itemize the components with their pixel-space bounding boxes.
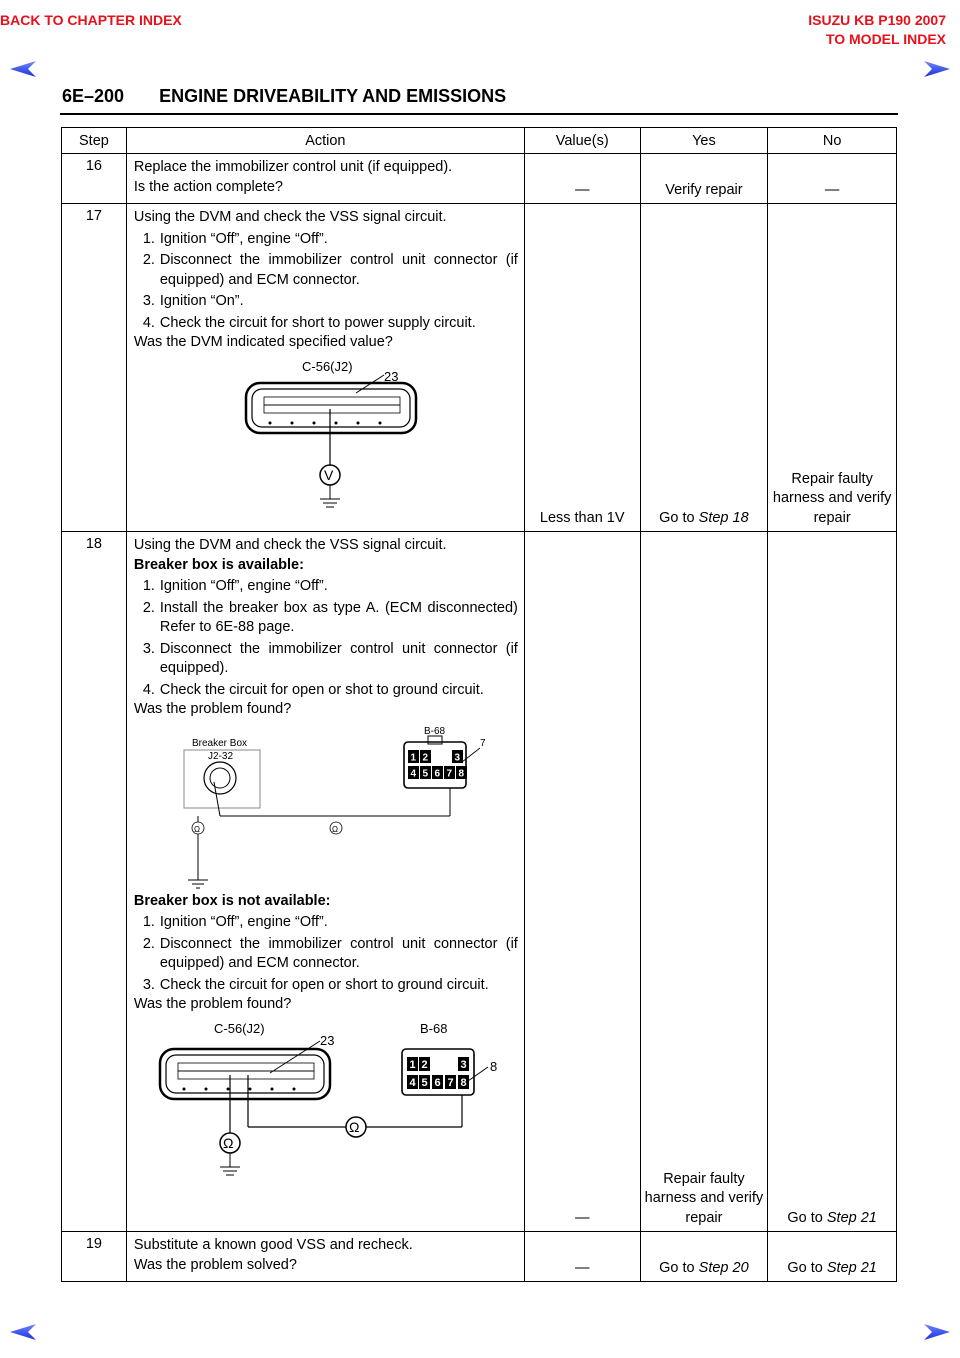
- svg-text:7: 7: [447, 1076, 454, 1089]
- header-divider: [60, 113, 898, 115]
- substep: [134, 976, 518, 996]
- connector-label: B-68: [419, 1020, 448, 1036]
- svg-text:7: 7: [446, 768, 452, 779]
- svg-text:1: 1: [410, 752, 416, 763]
- page-title: 6E–200 ENGINE DRIVEABILITY AND EMISSIONS: [62, 86, 507, 106]
- svg-text:2: 2: [422, 752, 428, 763]
- connector-pins: [264, 397, 400, 413]
- svg-text:2: 2: [421, 1058, 428, 1071]
- b68-connector: [404, 742, 466, 788]
- svg-text:3: 3: [460, 1058, 467, 1071]
- ecm-b68-continuity-diagram: [134, 1015, 518, 1183]
- substep-text: Ignition “Off”, engine “Off”.: [159, 230, 328, 247]
- connector-label: C-56(J2): [301, 358, 353, 374]
- substep: [134, 577, 518, 597]
- column-header-step: Step: [62, 128, 127, 154]
- substep-number: 2.: [142, 935, 155, 952]
- svg-text:5: 5: [422, 768, 428, 779]
- meter-symbol: Ω: [193, 824, 200, 834]
- substep-number: 3.: [142, 976, 155, 993]
- no-cell: Repair faulty harness and verify repair: [768, 204, 897, 532]
- pin-label: 23: [383, 368, 399, 384]
- action-text: Substitute a known good VSS and recheck.: [133, 1237, 413, 1253]
- substep-text: Disconnect the immobilizer control unit connector (if equipped) and ECM connector.: [159, 252, 518, 288]
- pin-label: 7: [479, 737, 486, 749]
- value-cell: —: [524, 154, 640, 204]
- connector-pins: [178, 1063, 314, 1079]
- breaker-box-label: Breaker Box: [191, 737, 247, 749]
- group-b-title: Breaker box is not available:: [133, 892, 331, 909]
- action-text: Using the DVM and check the VSS signal circuit.: [133, 209, 447, 225]
- pin-label: 8: [489, 1058, 498, 1074]
- step-number: 16: [62, 154, 127, 204]
- previous-page-arrow-icon[interactable]: [8, 59, 38, 79]
- substep: [134, 292, 518, 312]
- step-reference: Step 21: [826, 1259, 877, 1276]
- step-reference: Step 18: [698, 509, 749, 526]
- svg-text:4: 4: [409, 1076, 416, 1089]
- svg-text:6: 6: [434, 1076, 441, 1089]
- substep-number: 2.: [142, 599, 155, 616]
- substep-number: 4.: [142, 681, 155, 698]
- meter-symbol: Ω: [222, 1134, 234, 1151]
- substep: [134, 251, 518, 290]
- substep-number: 2.: [142, 252, 155, 268]
- column-header-values: Value(s): [524, 128, 640, 154]
- value-cell: Less than 1V: [524, 204, 640, 532]
- substep: [134, 935, 518, 974]
- meter-symbol: Ω: [348, 1118, 360, 1135]
- step-number: 17: [62, 204, 127, 532]
- action-cell: [126, 532, 524, 1232]
- next-page-arrow-icon[interactable]: [922, 1322, 952, 1342]
- action-question: Was the problem solved?: [133, 1256, 297, 1273]
- to-model-index-link[interactable]: TO MODEL INDEX: [825, 31, 946, 47]
- no-cell: [768, 1232, 897, 1282]
- substep-number: 4.: [142, 314, 155, 331]
- group-a-title: Breaker box is available:: [133, 556, 304, 573]
- substep-number: 1.: [142, 914, 155, 930]
- substep-text: Ignition “Off”, engine “Off”.: [159, 578, 328, 594]
- connector-label: B-68: [423, 725, 445, 737]
- action-question: Was the DVM indicated specified value?: [133, 334, 393, 350]
- no-text: Go to: [787, 1209, 827, 1226]
- substep-number: 3.: [142, 640, 155, 657]
- yes-cell: [640, 1232, 768, 1282]
- table-row: [62, 532, 897, 1232]
- table-header-row: [62, 128, 897, 154]
- diagnostic-table: [61, 127, 897, 1282]
- pin-label: 23: [319, 1032, 335, 1048]
- action-question: Was the problem found?: [133, 701, 292, 717]
- next-page-arrow-icon[interactable]: [922, 59, 952, 79]
- svg-text:1: 1: [409, 1058, 416, 1071]
- yes-cell: Repair faulty harness and verify repair: [640, 532, 768, 1232]
- connector-housing: [160, 1049, 330, 1099]
- substep-number: 3.: [142, 293, 155, 309]
- action-cell: [126, 1232, 524, 1282]
- substep-text: Disconnect the immobilizer control unit connector (if equipped) and ECM connector.: [159, 935, 518, 971]
- substep: [134, 640, 518, 679]
- meter-symbol: V: [323, 466, 334, 483]
- no-cell: [768, 532, 897, 1232]
- no-cell: —: [768, 154, 897, 204]
- substep: [134, 913, 518, 933]
- svg-text:3: 3: [454, 752, 460, 763]
- action-text: Using the DVM and check the VSS signal circuit.: [133, 537, 447, 553]
- step-reference: Step 20: [698, 1259, 749, 1276]
- substep: [134, 230, 518, 250]
- b68-pins-b: [407, 1057, 469, 1089]
- action-cell: [126, 204, 524, 532]
- breaker-box-pin-label: J2-32: [207, 750, 233, 762]
- column-header-action: Action: [126, 128, 524, 154]
- substep-number: 1.: [142, 578, 155, 594]
- svg-text:8: 8: [460, 1076, 467, 1089]
- table-row: [62, 154, 897, 204]
- action-text: Replace the immobilizer control unit (if equipped).: [133, 159, 453, 175]
- connector-label: C-56(J2): [213, 1020, 265, 1036]
- back-to-chapter-index-link[interactable]: BACK TO CHAPTER INDEX: [0, 12, 182, 28]
- substep-text: Check the circuit for open or short to ground circuit.: [159, 976, 489, 993]
- svg-text:5: 5: [421, 1076, 428, 1089]
- substep-text: Disconnect the immobilizer control unit connector (if equipped).: [159, 640, 518, 676]
- table-row: [62, 204, 897, 532]
- model-title-link[interactable]: ISUZU KB P190 2007: [808, 12, 946, 28]
- value-cell: —: [524, 532, 640, 1232]
- yes-text: Go to: [659, 509, 699, 526]
- substep-text: Install the breaker box as type A. (ECM disconnected) Refer to 6E-88 page.: [159, 599, 518, 635]
- svg-text:8: 8: [458, 768, 464, 779]
- substep: [134, 599, 518, 638]
- meter-symbol: Ω: [331, 824, 338, 834]
- b68-pins-a: [408, 750, 467, 780]
- previous-page-arrow-icon[interactable]: [8, 1322, 38, 1342]
- no-text: Go to: [787, 1259, 827, 1276]
- svg-text:6: 6: [434, 768, 440, 779]
- substep-number: 1.: [142, 230, 155, 247]
- yes-cell: [640, 204, 768, 532]
- substep-text: Ignition “Off”, engine “Off”.: [159, 914, 328, 930]
- action-question: Is the action complete?: [133, 178, 283, 195]
- substep-text: Check the circuit for short to power supply circuit.: [159, 314, 476, 331]
- value-cell: —: [524, 1232, 640, 1282]
- ecm-connector-voltage-diagram: [134, 353, 518, 513]
- yes-text: Go to: [659, 1259, 699, 1276]
- column-header-no: No: [768, 128, 897, 154]
- substep: [134, 314, 518, 334]
- table-row: [62, 1232, 897, 1282]
- svg-text:4: 4: [410, 768, 416, 779]
- action-question: Was the problem found?: [133, 996, 292, 1012]
- breaker-box-diagram: [134, 720, 518, 892]
- substep: [134, 681, 518, 701]
- yes-cell: Verify repair: [640, 154, 768, 204]
- step-number: 18: [62, 532, 127, 1232]
- step-reference: Step 21: [826, 1209, 877, 1226]
- substep-text: Ignition “On”.: [159, 293, 244, 309]
- column-header-yes: Yes: [640, 128, 768, 154]
- step-number: 19: [62, 1232, 127, 1282]
- action-cell: [126, 154, 524, 204]
- substep-text: Check the circuit for open or shot to ground circuit.: [159, 681, 484, 698]
- connector-housing: [246, 383, 416, 433]
